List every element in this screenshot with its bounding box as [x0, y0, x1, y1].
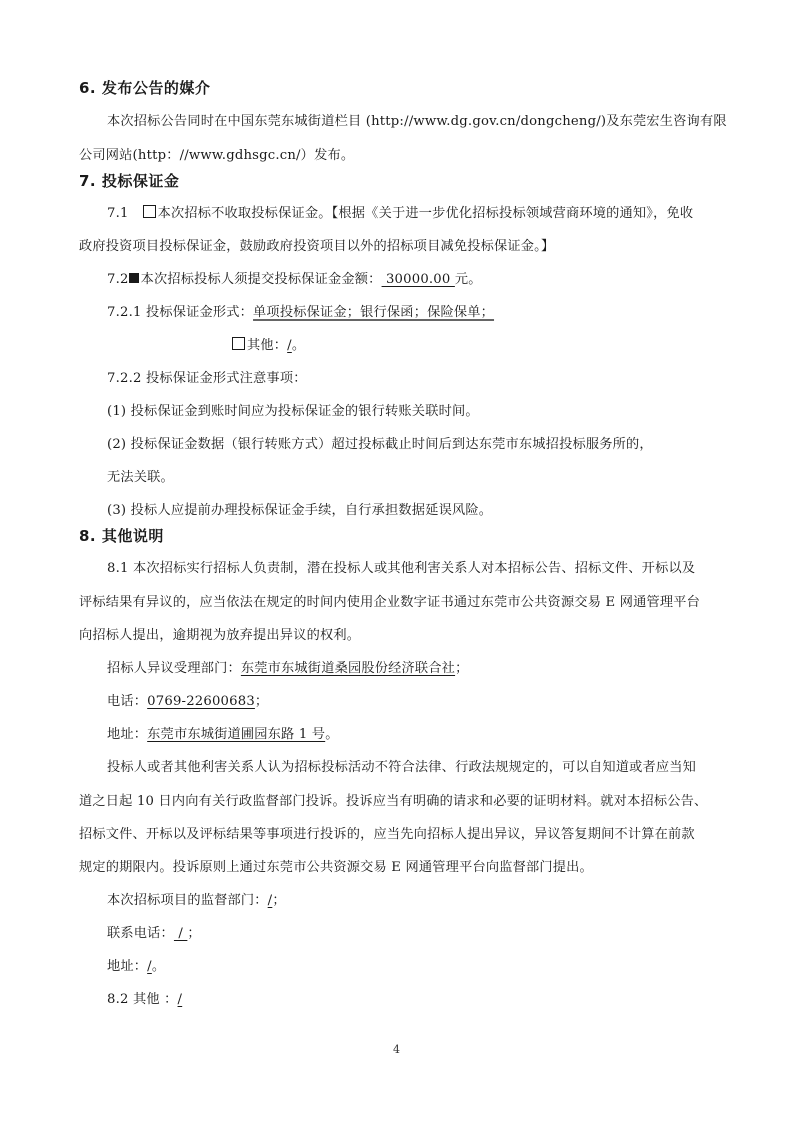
supervision-phone-label: 联系电话：	[107, 926, 174, 941]
other-end: 。	[291, 338, 306, 353]
supervision-address-end: 。	[151, 959, 166, 974]
complaint-line4: 规定的期限内。投诉原则上通过东莞市公共资源交易 E 网通管理平台向监督部门提出。	[79, 860, 593, 875]
supervision-dept-end: ；	[272, 893, 286, 908]
supervision-dept	[107, 892, 286, 910]
supervision-phone	[107, 925, 201, 943]
bond-note-2: (2) 投标保证金数据（银行转账方式）超过投标截止时间后到达东莞市东城招投标服务所的，	[107, 437, 653, 452]
objection-phone-end: ；	[254, 694, 269, 709]
complaint-line1: 投标人或者其他利害关系人认为招标投标活动不符合法律、行政法规规定的，可以自知道或者应当知	[107, 760, 697, 775]
complaint-line2: 道之日起 10 日内向有关行政监督部门投诉。投诉应当有明确的请求和必要的证明材料。就对本招标公告、	[79, 794, 708, 809]
supervision-dept-label: 本次招标项目的监督部门：	[107, 893, 268, 908]
supervision-address-label: 地址：	[107, 959, 148, 974]
other-value: /	[287, 338, 292, 353]
unchecked-checkbox-icon	[143, 205, 156, 218]
objection-address-end: 。	[325, 727, 339, 742]
item-8-1-line2: 评标结果有异议的，应当依法在规定的时间内使用企业数字证书通过东莞市公共资源交易 E 网通管理平台	[79, 595, 701, 610]
section-7-heading: 7. 投标保证金	[79, 172, 180, 190]
section-6-paragraph-line2: 公司网站(http：//www.gdhsgc.cn/）发布。	[79, 148, 355, 163]
item-7-2-2-label: 7.2.2 投标保证金形式注意事项：	[107, 371, 307, 386]
item-7-2	[107, 271, 482, 289]
objection-phone-label: 电话：	[107, 694, 148, 709]
item-8-2-label: 8.2 其他 ：	[107, 992, 178, 1007]
supervision-phone-end: ；	[187, 926, 201, 941]
complaint-line3: 招标文件、开标以及评标结果等事项进行投诉的，应当先向招标人提出异议，异议答复期间不计算在前款	[79, 827, 695, 842]
objection-phone	[107, 693, 268, 711]
objection-address-label: 地址：	[107, 727, 148, 742]
bond-note-3: (3) 投标人应提前办理投标保证金手续，自行承担数据延误风险。	[107, 503, 493, 518]
supervision-address-value: /	[147, 959, 152, 974]
unchecked-checkbox-icon	[232, 337, 245, 350]
item-7-1-line2: 政府投资项目投标保证金，鼓励政府投资项目以外的招标项目减免投标保证金。】	[79, 239, 555, 254]
section-6-heading: 6. 发布公告的媒介	[79, 79, 211, 97]
bond-unit: 元。	[454, 272, 482, 287]
bond-note-2-continued: 无法关联。	[107, 470, 174, 485]
supervision-phone-value: /	[173, 926, 188, 941]
bond-form-label: 7.2.1 投标保证金形式：	[107, 305, 254, 320]
supervision-address	[107, 958, 165, 976]
bond-note-1: (1) 投标保证金到账时间应为投标保证金的银行转账关联时间。	[107, 404, 479, 419]
item-7-2-1-other	[232, 337, 305, 355]
item-8-1-line3: 向招标人提出，逾期视为放弃提出异议的权利。	[79, 628, 361, 643]
objection-dept-end: ；	[455, 661, 469, 676]
item-7-1-line1	[107, 205, 693, 223]
objection-dept	[107, 660, 468, 678]
item-8-2-value: /	[177, 992, 183, 1007]
supervision-dept-value: /	[267, 893, 273, 908]
section-8-heading: 8. 其他说明	[79, 527, 164, 545]
objection-address	[107, 726, 339, 744]
item-7-1-text: 本次招标不收取投标保证金。【根据《关于进一步优化招标投标领域营商环境的通知》，免收	[157, 206, 694, 221]
section-6-paragraph-line1: 本次招标公告同时在中国东莞东城街道栏目 (http://www.dg.gov.cn/dongcheng/)及东莞宏生咨询有限	[107, 114, 727, 129]
other-label: 其他：	[247, 338, 288, 353]
checked-checkbox-icon	[129, 273, 139, 283]
bond-amount: 30000.00	[381, 272, 455, 287]
objection-phone-value: 0769-22600683	[147, 694, 255, 709]
item-7-1-number: 7.1	[107, 206, 129, 221]
item-7-2-number: 7.2	[107, 272, 129, 287]
item-7-2-text: 本次招标投标人须提交投标保证金金额：	[140, 272, 382, 287]
objection-dept-value: 东莞市东城街道桑园股份经济联合社	[240, 661, 456, 676]
item-8-1-line1: 8.1 本次招标实行招标人负责制，潜在投标人或其他利害关系人对本招标公告、招标文件、开标以及	[107, 561, 696, 576]
page-number: 4	[393, 1043, 400, 1056]
bond-form-value: 单项投标保证金；银行保函；保险保单；	[253, 305, 495, 320]
objection-address-value: 东莞市东城街道圃园东路 1 号	[147, 727, 326, 742]
objection-dept-label: 招标人异议受理部门：	[107, 661, 241, 676]
item-7-2-1	[107, 304, 498, 322]
item-8-2	[107, 991, 182, 1009]
